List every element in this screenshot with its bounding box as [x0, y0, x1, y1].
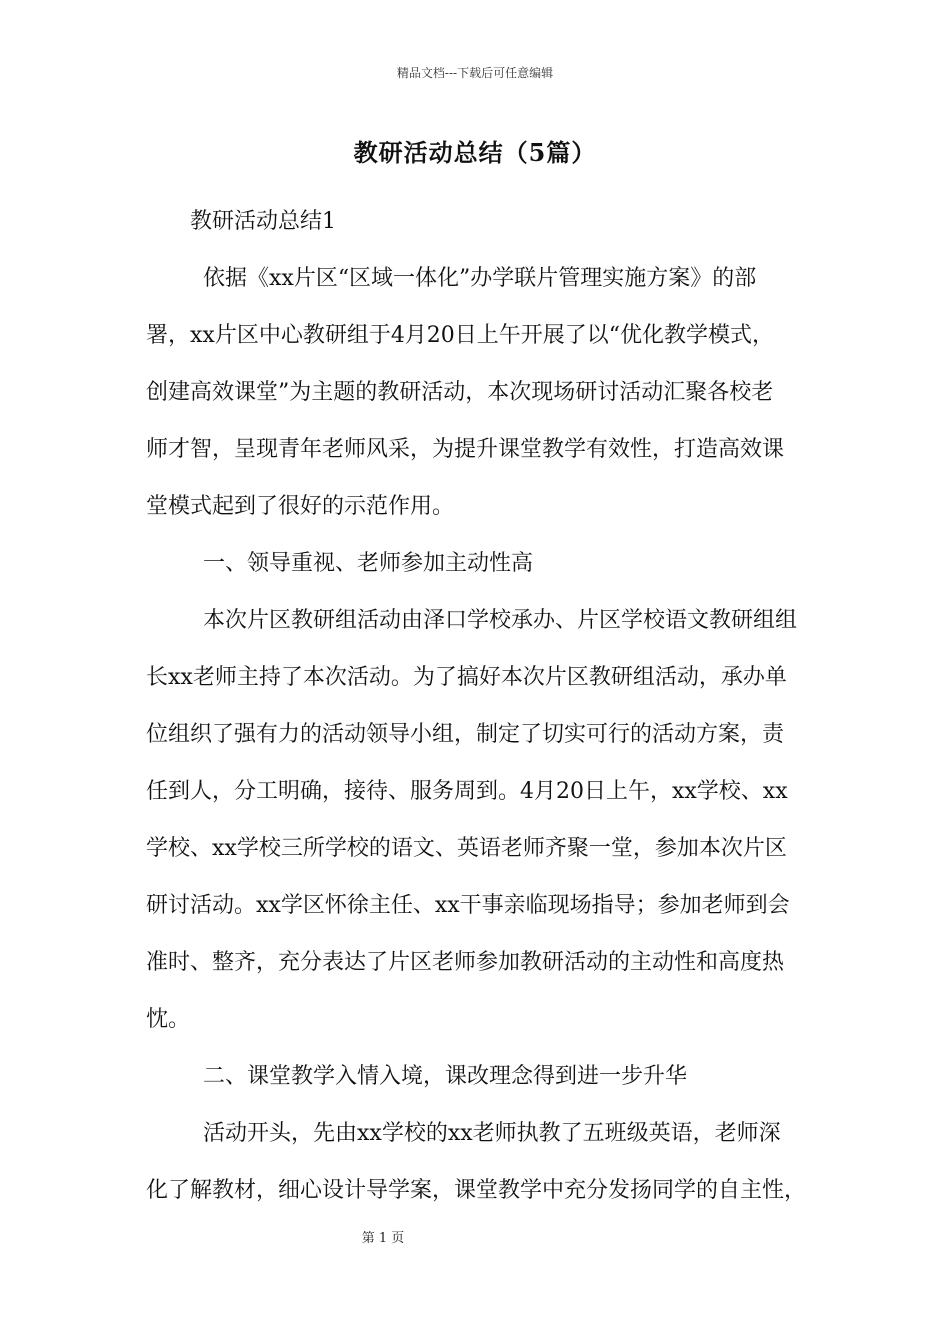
paragraph-line: 位组织了强有力的活动领导小组，制定了切实可行的活动方案，责 [146, 722, 785, 747]
paragraph-line: 长xx老师主持了本次活动。为了搞好本次片区教研组活动，承办单 [146, 665, 787, 690]
paragraph-line: 堂模式起到了很好的示范作用。 [146, 494, 455, 519]
paragraph-line: 研讨活动。xx学区怀徐主任、xx干事亲临现场指导；参加老师到会 [146, 893, 790, 918]
paragraph-line: 准时、整齐，充分表达了片区老师参加教研活动的主动性和高度热 [146, 950, 785, 975]
page-number: 第 1 页 [361, 1231, 405, 1246]
subheading: 二、课堂教学入情入境，课改理念得到进一步升华 [203, 1064, 688, 1089]
subheading: 一、领导重视、老师参加主动性高 [203, 551, 534, 576]
document-title: 教研活动总结（5篇） [353, 138, 597, 167]
paragraph-line: 活动开头，先由xx学校的xx老师执教了五班级英语，老师深 [203, 1121, 781, 1146]
paragraph-line: 忱。 [146, 1007, 191, 1032]
paragraph-line: 署，xx片区中心教研组于4月20日上午开展了以“优化教学模式， [146, 323, 775, 348]
paragraph-line: 本次片区教研组活动由泽口学校承办、片区学校语文教研组组 [203, 608, 798, 633]
paragraph-line: 学校、xx学校三所学校的语文、英语老师齐聚一堂，参加本次片区 [146, 836, 787, 861]
paragraph-line: 依据《xx片区“区域一体化”办学联片管理实施方案》的部 [203, 266, 757, 291]
paragraph-line: 师才智，呈现青年老师风采，为提升课堂教学有效性，打造高效课 [146, 437, 785, 462]
paragraph-line: 创建高效课堂”为主题的教研活动，本次现场研讨活动汇聚各校老 [146, 380, 774, 405]
paragraph-line: 化了解教材，细心设计导学案，课堂教学中充分发扬同学的自主性， [146, 1178, 807, 1203]
section-heading: 教研活动总结1 [190, 209, 336, 234]
header-note: 精品文档---下载后可任意编辑 [396, 66, 554, 80]
paragraph-line: 任到人，分工明确，接待、服务周到。4月20日上午，xx学校、xx [146, 779, 788, 804]
